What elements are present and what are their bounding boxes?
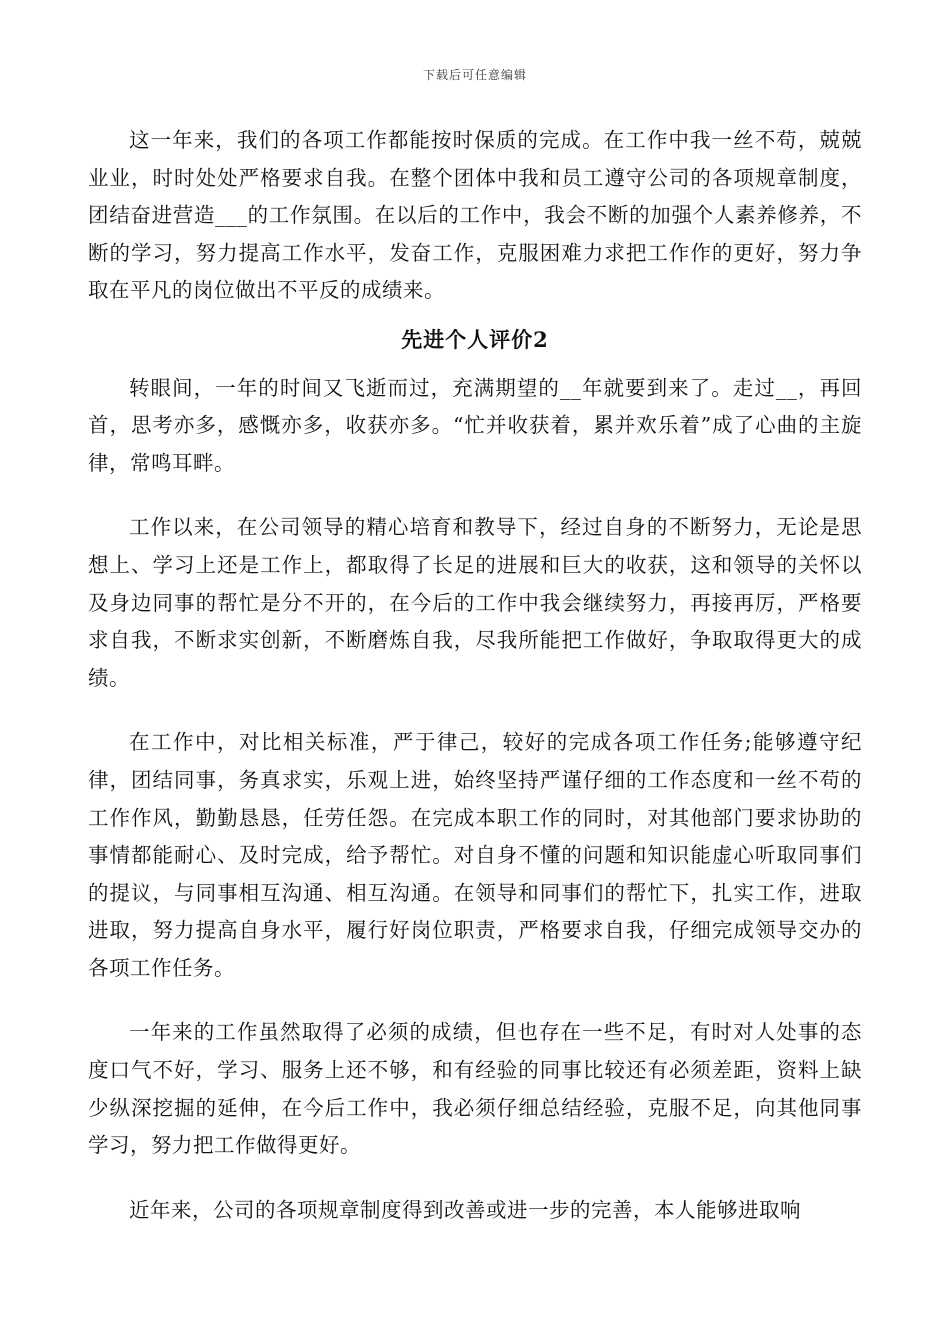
spacer — [88, 359, 862, 370]
spacer — [88, 987, 862, 1014]
paragraph-2: 转眼间，一年的时间又飞逝而过，充满期望的__年就要到来了。走过__，再回首，思考亦多，感慨亦多，收获亦多。“忙并收获着，累并欢乐着”成了心曲的主旋律，常鸣耳畔。 — [88, 375, 862, 475]
header-note: 下载后可任意编辑 — [422, 68, 527, 82]
spacer — [88, 482, 862, 509]
spacer — [88, 1165, 862, 1192]
document-body — [88, 122, 862, 1229]
paragraph-6: 近年来，公司的各项规章制度得到改善或进一步的完善，本人能够进取响 — [129, 1197, 801, 1222]
paragraph-5: 一年来的工作虽然取得了必须的成绩，但也存在一些不足，有时对人处事的态度口气不好，学习、服务上还不够，和有经验的同事比较还有必须差距，资料上缺少纵深挖掘的延伸，在今后工作中，我必须仔细总结经验，克服不足，向其他同事学习，努力把工作做得更好。 — [88, 1020, 862, 1158]
paragraph-4: 在工作中，对比相关标准，严于律己，较好的完成各项工作任务;能够遵守纪律，团结同事，务真求实，乐观上进，始终坚持严谨仔细的工作态度和一丝不苟的工作作风，勤勤恳恳，任劳任怨。在完成本职工作的同时，对其他部门要求协助的事情都能耐心、及时完成，给予帮忙。对自身不懂的问题和知识能虚心听取同事们的提议，与同事相互沟通、相互沟通。在领导和同事们的帮忙下，扎实工作，进取进取，努力提高自身水平，履行好岗位职责，严格要求自我，仔细完成领导交办的各项工作任务。 — [88, 730, 862, 980]
spacer — [88, 697, 862, 724]
section-title: 先进个人评价2 — [401, 326, 549, 352]
paragraph-3: 工作以来，在公司领导的精心培育和教导下，经过自身的不断努力，无论是思想上、学习上还是工作上，都取得了长足的进展和巨大的收获，这和领导的关怀以及身边同事的帮忙是分不开的，在今后的工作中我会继续努力，再接再厉，严格要求自我，不断求实创新，不断磨炼自我，尽我所能把工作做好，争取取得更大的成绩。 — [88, 515, 862, 690]
paragraph-1: 这一年来，我们的各项工作都能按时保质的完成。在工作中我一丝不苟，兢兢业业，时时处处严格要求自我。在整个团体中我和员工遵守公司的各项规章制度，团结奋进营造___的工作氛围。在以后的工作中，我会不断的加强个人素养修养，不断的学习，努力提高工作水平，发奋工作，克服困难力求把工作作的更好，努力争取在平凡的岗位做出不平反的成绩来。 — [88, 128, 862, 303]
spacer — [88, 310, 862, 321]
